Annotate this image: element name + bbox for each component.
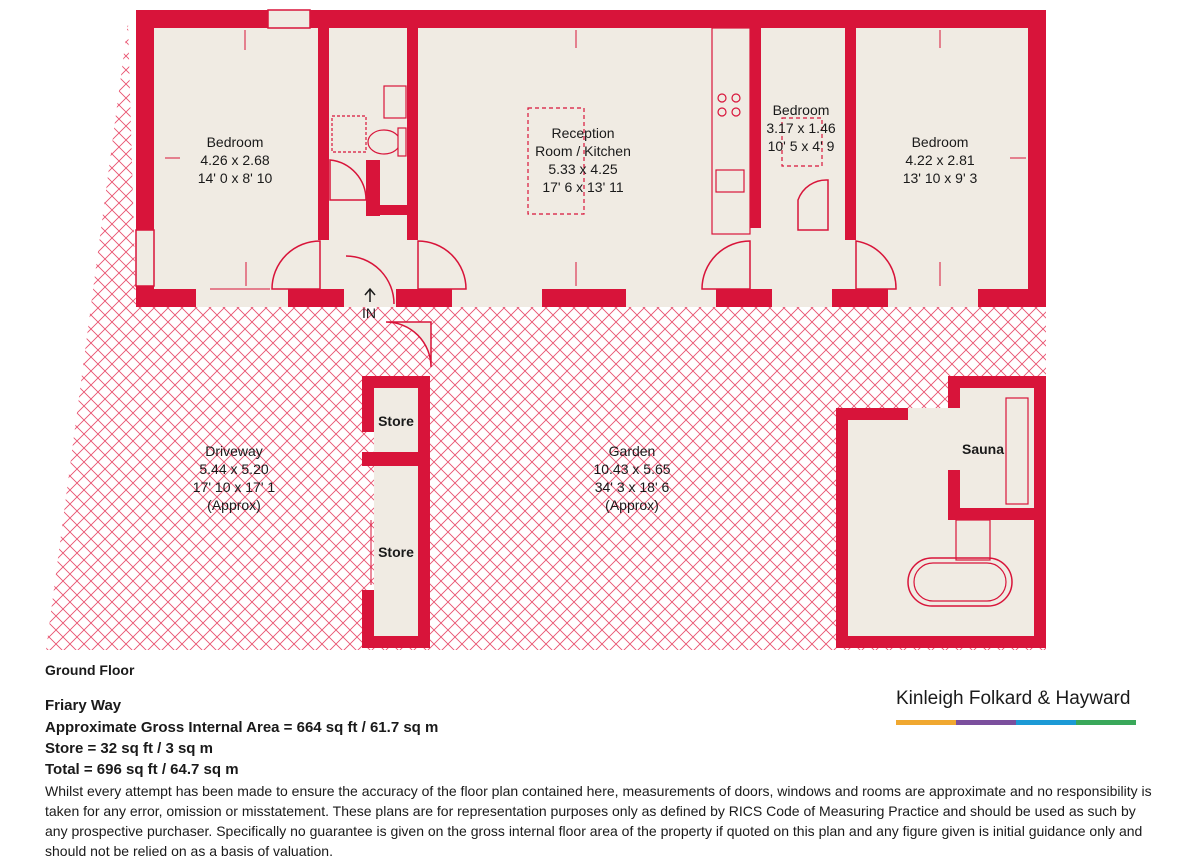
- gross-area: Approximate Gross Internal Area = 664 sq ft / 61.7 sq m: [45, 719, 439, 736]
- garden-metric: 10.43 x 5.65: [593, 461, 671, 477]
- brand-bar-segment: [1076, 720, 1136, 725]
- brand-bar-segment: [1016, 720, 1076, 725]
- entrance-label: IN: [362, 305, 376, 321]
- driveway-note: (Approx): [207, 497, 261, 513]
- reception-name-line1: Reception: [551, 125, 615, 141]
- driveway-imperial: 17' 10 x 17' 1: [192, 479, 276, 495]
- disclaimer-text: Whilst every attempt has been made to ensure the accuracy of the floor plan contained here, measurements of doors, windows and rooms are approximate and no responsibility is taken for any error, omission or misstatement. These plans are for representation purposes only as defined by RICS Code of Measuring Practice and should be used as such by any prospective purchaser. Specifically no guarantee is given on the gross internal floor area of the property if quoted on this plan and any figure given is initial guidance only and should not be relied on as a basis of valuation.: [45, 783, 1152, 859]
- sauna-name: Sauna: [961, 441, 1005, 457]
- store-1-name: Store: [378, 413, 414, 429]
- bedroom-2-imperial: 10' 5 x 4' 9: [767, 138, 835, 154]
- driveway-name: Driveway: [205, 443, 263, 459]
- agency-logo: [896, 688, 1136, 725]
- reception-name-line2: Room / Kitchen: [535, 143, 631, 159]
- store-2-name: Store: [378, 544, 414, 560]
- reception-metric: 5.33 x 4.25: [548, 161, 618, 177]
- bedroom-3-metric: 4.22 x 2.81: [905, 152, 975, 168]
- window-left: [136, 230, 154, 286]
- store-area: Store = 32 sq ft / 3 sq m: [45, 740, 213, 757]
- brand-color-bar: [896, 720, 1136, 725]
- bedroom-1-imperial: 14' 0 x 8' 10: [197, 170, 273, 186]
- garden-imperial: 34' 3 x 18' 6: [594, 479, 670, 495]
- bedroom-3-imperial: 13' 10 x 9' 3: [902, 170, 978, 186]
- bedroom-1-name: Bedroom: [206, 134, 264, 150]
- garden-note: (Approx): [605, 497, 659, 513]
- toilet-cistern: [398, 128, 406, 156]
- bedroom-3-name: Bedroom: [911, 134, 969, 150]
- window-top: [268, 10, 310, 28]
- agency-name: Kinleigh Folkard & Hayward: [896, 688, 1131, 709]
- garden-name: Garden: [608, 443, 656, 459]
- toilet: [368, 130, 400, 154]
- reception-imperial: 17' 6 x 13' 11: [542, 179, 624, 195]
- basin: [384, 86, 406, 118]
- brand-bar-segment: [956, 720, 1016, 725]
- property-name: Friary Way: [45, 697, 122, 714]
- total-area: Total = 696 sq ft / 64.7 sq m: [45, 761, 239, 778]
- bedroom-1-metric: 4.26 x 2.68: [200, 152, 270, 168]
- floor-label: Ground Floor: [45, 662, 135, 678]
- brand-bar-segment: [896, 720, 956, 725]
- driveway-metric: 5.44 x 5.20: [199, 461, 269, 477]
- shower-area: [332, 116, 366, 152]
- bedroom-2-metric: 3.17 x 1.46: [766, 120, 836, 136]
- bedroom-2-name: Bedroom: [772, 102, 830, 118]
